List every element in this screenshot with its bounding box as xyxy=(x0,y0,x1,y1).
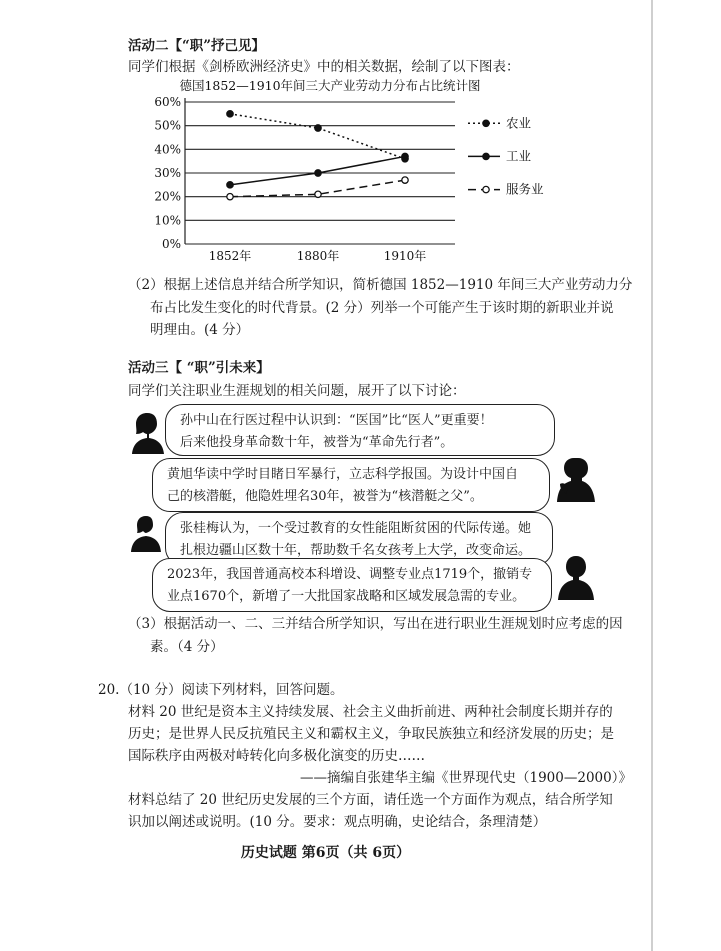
activity2-title: 活动二【“职”抒己见】 xyxy=(128,38,266,54)
male-thinking-silhouette-icon xyxy=(554,456,598,504)
legend-marker xyxy=(483,186,489,192)
q3-line2: 素。（4 分） xyxy=(150,639,224,655)
bubble-line: 张桂梅认为，一个受过教育的女性能阻断贫困的代际传递。她 xyxy=(180,521,532,536)
bubble-line: 孙中山在行医过程中认识到：“医国”比“医人”更重要！ xyxy=(180,413,493,428)
activity3-intro: 同学们关注职业生涯规划的相关问题，展开了以下讨论： xyxy=(128,383,466,399)
bubble-line: 后来他投身革命数十年，被誉为“革命先行者”。 xyxy=(180,435,454,450)
x-tick-label: 1880年 xyxy=(296,249,340,263)
data-point xyxy=(227,193,233,199)
data-point xyxy=(315,125,321,131)
data-point xyxy=(227,111,233,117)
data-point xyxy=(402,177,408,183)
legend-label: 服务业 xyxy=(506,181,544,197)
activity3-title: 活动三【 “职”引未来】 xyxy=(128,360,270,376)
q20-material-line1: 材料 20 世纪是资本主义持续发展、社会主义曲折前进、两种社会制度长期并存的 xyxy=(128,704,613,720)
y-tick-label: 0% xyxy=(161,237,181,251)
labor-chart-svg xyxy=(150,78,570,268)
labor-chart xyxy=(150,78,570,272)
y-tick-label: 40% xyxy=(154,142,181,157)
activity2-intro: 同学们根据《剑桥欧洲经济史》中的相关数据，绘制了以下图表： xyxy=(128,59,520,75)
data-point xyxy=(315,191,321,197)
q20-source: ——摘编自张建华主编《世界现代史（1900—2000）》 xyxy=(300,770,632,786)
q20-ask-line2: 识加以阐述或说明。(10 分。要求：观点明确，史论结合，条理清楚） xyxy=(128,814,547,830)
legend-label: 农业 xyxy=(506,115,532,131)
series-line-0 xyxy=(230,114,405,159)
bubble-line: 2023年，我国普通高校本科增设、调整专业点1719个，撤销专 xyxy=(167,567,533,582)
bubble-line: 扎根边疆山区数十年，帮助数千名女孩考上大学，改变命运。 xyxy=(180,543,532,558)
x-tick-label: 1852年 xyxy=(208,249,252,263)
q20-material-line3: 国际秩序由两极对峙转化向多极化演变的历史…… xyxy=(128,748,425,764)
y-tick-label: 30% xyxy=(154,166,181,180)
y-tick-label: 50% xyxy=(154,118,181,133)
speech-bubble-sun-zhongshan xyxy=(165,404,555,456)
chart-title: 德国1852—1910年间三大产业劳动力分布占比统计图 xyxy=(179,78,481,93)
q2-line3: 明理由。(4 分） xyxy=(150,322,250,338)
q20-ask-line1: 材料总结了 20 世纪历史发展的三个方面，请任选一个方面作为观点，结合所学知 xyxy=(128,792,613,808)
data-point xyxy=(227,182,233,188)
female-silhouette-icon-2 xyxy=(128,514,164,554)
bubble-line: 己的核潜艇，他隐姓埋名30年，被誉为“核潜艇之父”。 xyxy=(167,489,483,504)
y-tick-label: 60% xyxy=(154,95,181,109)
q20-head: 20.（10 分）阅读下列材料，回答问题。 xyxy=(98,682,344,698)
legend-marker xyxy=(483,120,489,126)
q2-line1: （2）根据上述信息并结合所学知识，简析德国 1852—1910 年间三大产业劳动力分 xyxy=(128,277,633,293)
female-silhouette-icon xyxy=(128,410,166,454)
page-footer: 历史试题 第6页（共 6页） xyxy=(240,845,411,861)
data-point xyxy=(315,170,321,176)
bubble-line: 黄旭华读中学时目睹日军暴行，立志科学报国。为设计中国自 xyxy=(167,467,519,482)
q20-material-line2: 历史；是世界人民反抗殖民主义和霸权主义，争取民族独立和经济发展的历史；是 xyxy=(128,726,614,742)
legend-marker xyxy=(483,153,489,159)
male-silhouette-icon xyxy=(556,554,596,600)
page-edge xyxy=(651,0,653,951)
speech-bubble-major-adjustment xyxy=(152,558,552,612)
bubble-line: 业点1670个，新增了一大批国家战略和区域发展急需的专业。 xyxy=(167,589,526,604)
q3-line1: （3）根据活动一、二、三并结合所学知识，写出在进行职业生涯规划时应考虑的因 xyxy=(128,616,623,632)
speech-bubble-huang-xuhua xyxy=(152,458,550,512)
legend-label: 工业 xyxy=(506,148,532,164)
x-tick-label: 1910年 xyxy=(383,249,427,263)
data-point xyxy=(402,153,408,159)
q2-line2: 布占比发生变化的时代背景。(2 分）列举一个可能产生于该时期的新职业并说 xyxy=(150,300,614,316)
y-tick-label: 20% xyxy=(154,189,181,204)
y-tick-label: 10% xyxy=(154,213,181,228)
